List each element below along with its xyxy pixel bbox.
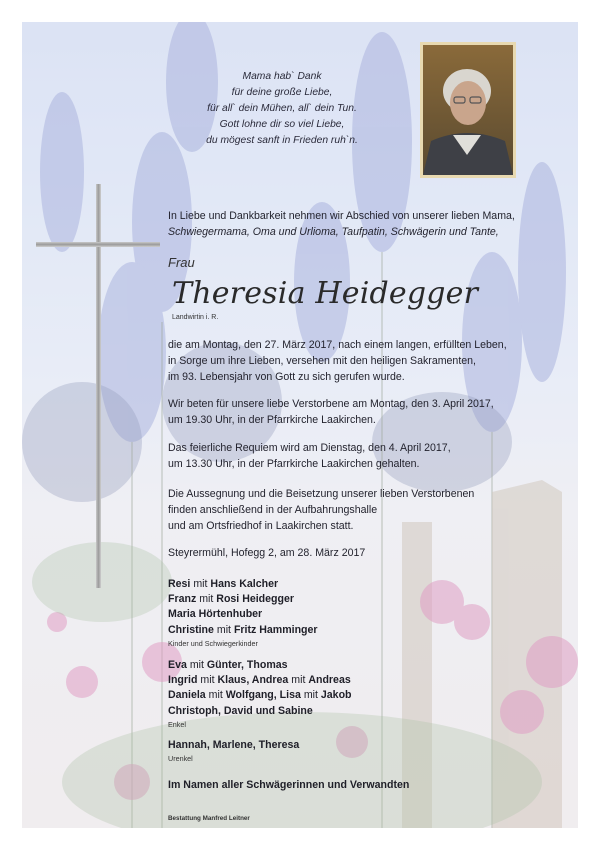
- requiem-notice: [168, 440, 568, 472]
- intro-line: Schwiegermama, Oma und Urlioma, Taufpatin, Schwägerin und Tante,: [168, 226, 499, 238]
- notice-line: im 93. Lebensjahr von Gott zu sich gerufen wurde.: [168, 371, 405, 383]
- great-grandchildren-caption: Urenkel: [168, 754, 193, 764]
- portrait-photo: [420, 42, 516, 178]
- family-line: Ingrid mit Klaus, Andrea mit Andreas: [168, 674, 351, 687]
- notice-line: die am Montag, den 27. März 2017, nach einem langen, erfüllten Leben,: [168, 339, 507, 351]
- poem-line: du mögest sanft in Frieden ruh`n.: [206, 135, 358, 146]
- intro-line: In Liebe und Dankbarkeit nehmen wir Abschied von unserer lieben Mama,: [168, 210, 515, 222]
- deceased-name: Theresia Heidegger: [172, 276, 479, 311]
- burial-line: und am Ortsfriedhof in Laakirchen statt.: [168, 520, 354, 532]
- poem: [182, 69, 382, 149]
- occupation: Landwirtin i. R.: [172, 314, 219, 321]
- family-line: Christoph, David und Sabine: [168, 704, 313, 717]
- burial-line: finden anschließend in der Aufbahrungshalle: [168, 504, 378, 516]
- children-list: [168, 577, 318, 649]
- grandchildren-caption: Enkel: [168, 719, 186, 729]
- burial-notice: [168, 486, 568, 534]
- requiem-line: um 13.30 Uhr, in der Pfarrkirche Laakirchen gehalten.: [168, 458, 420, 470]
- notice-line: in Sorge um ihre Lieben, versehen mit den heiligen Sakramenten,: [168, 355, 476, 367]
- cross-icon-arm: [36, 242, 160, 247]
- closing-line: Im Namen aller Schwägerinnen und Verwandten: [168, 779, 410, 791]
- family-line: Hannah, Marlene, Theresa: [168, 739, 300, 751]
- grandchildren-list: [168, 658, 352, 730]
- place-date: Steyrermühl, Hofegg 2, am 28. März 2017: [168, 547, 366, 559]
- prayer-line: um 19.30 Uhr, in der Pfarrkirche Laakirchen.: [168, 414, 376, 426]
- death-notice: [168, 337, 568, 385]
- undertaker-credit: Bestattung Manfred Leitner: [168, 815, 250, 822]
- family-line: Franz mit Rosi Heidegger: [168, 593, 295, 606]
- poem-line: Gott lohne dir so viel Liebe,: [219, 119, 345, 130]
- parte-card: [22, 22, 578, 828]
- poem-line: für all` dein Mühen, all` dein Tun.: [207, 103, 357, 114]
- burial-line: Die Aussegnung und die Beisetzung unserer lieben Verstorbenen: [168, 488, 475, 500]
- salutation: Frau: [168, 255, 195, 270]
- poem-line: Mama hab` Dank: [242, 71, 322, 82]
- family-line: Resi mit Hans Kalcher: [168, 578, 279, 590]
- family-line: Christine mit Fritz Hamminger: [168, 623, 318, 636]
- requiem-line: Das feierliche Requiem wird am Dienstag, den 4. April 2017,: [168, 442, 451, 454]
- family-line: Maria Hörtenhuber: [168, 608, 263, 621]
- prayer-line: Wir beten für unsere liebe Verstorbene am Montag, den 3. April 2017,: [168, 398, 494, 410]
- prayer-notice: [168, 396, 568, 428]
- intro-text: [168, 208, 568, 240]
- poem-line: für deine große Liebe,: [231, 87, 333, 98]
- children-caption: Kinder und Schwiegerkinder: [168, 638, 258, 648]
- family-line: Eva mit Günter, Thomas: [168, 659, 288, 671]
- great-grandchildren-list: [168, 738, 299, 764]
- family-line: Daniela mit Wolfgang, Lisa mit Jakob: [168, 689, 352, 702]
